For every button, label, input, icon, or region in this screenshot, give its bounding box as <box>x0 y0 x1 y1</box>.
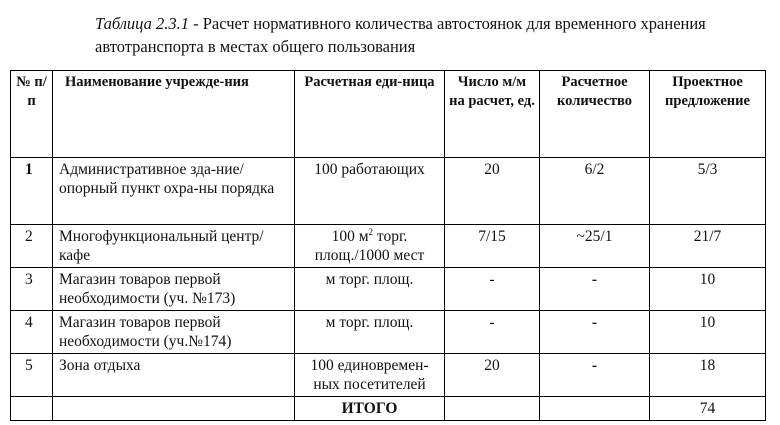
row-name: Многофункциональный центр/кафе <box>53 225 295 268</box>
row-per-unit: 20 <box>445 354 540 397</box>
row-unit: м торг. площ. <box>295 311 445 354</box>
row-number: 2 <box>11 225 53 268</box>
total-empty-cell <box>540 397 650 421</box>
table-row <box>11 311 766 354</box>
row-number: 1 <box>11 158 53 225</box>
table-row <box>11 225 766 268</box>
table-header-row <box>11 71 766 158</box>
row-proposal: 18 <box>650 354 766 397</box>
row-unit: 100 единовремен-ных посетителей <box>295 354 445 397</box>
row-proposal: 21/7 <box>650 225 766 268</box>
row-calc: ~25/1 <box>540 225 650 268</box>
table-row <box>11 354 766 397</box>
row-per-unit: 20 <box>445 158 540 225</box>
row-calc: 6/2 <box>540 158 650 225</box>
total-empty-cell <box>445 397 540 421</box>
row-number: 3 <box>11 268 53 311</box>
row-name: Магазин товаров первой необходимости (уч. №173) <box>53 268 295 311</box>
total-label: ИТОГО <box>295 397 445 421</box>
header-unit: Расчетная еди-ница <box>295 71 445 158</box>
row-unit: 100 работающих <box>295 158 445 225</box>
header-proposal: Проектное предложение <box>650 71 766 158</box>
caption-text: - Расчет нормативного количества автостоянок для временного хранения автотранспорта в местах общего пользования <box>95 14 706 56</box>
caption-lead: Таблица 2.3.1 <box>95 14 189 33</box>
total-number-cell <box>11 397 53 421</box>
row-per-unit: - <box>445 311 540 354</box>
row-calc: - <box>540 311 650 354</box>
table-total-row <box>11 397 766 421</box>
parking-table <box>10 70 766 421</box>
row-number: 4 <box>11 311 53 354</box>
row-calc: - <box>540 268 650 311</box>
row-name: Зона отдыха <box>53 354 295 397</box>
row-proposal: 10 <box>650 268 766 311</box>
row-unit: м торг. площ. <box>295 268 445 311</box>
header-number: № п/п <box>11 71 53 158</box>
header-per-unit: Число м/м на расчет, ед. <box>445 71 540 158</box>
row-name: Административное зда-ние/опорный пункт охра-ны порядка <box>53 158 295 225</box>
table-row <box>11 268 766 311</box>
row-name: Магазин товаров первой необходимости (уч.№174) <box>53 311 295 354</box>
row-per-unit: - <box>445 268 540 311</box>
row-number: 5 <box>11 354 53 397</box>
row-calc: - <box>540 354 650 397</box>
total-value: 74 <box>650 397 766 421</box>
total-empty-cell <box>53 397 295 421</box>
row-proposal: 10 <box>650 311 766 354</box>
header-name: Наименование учрежде-ния <box>53 71 295 158</box>
table-caption <box>95 12 755 58</box>
header-calc: Расчетное количество <box>540 71 650 158</box>
row-per-unit: 7/15 <box>445 225 540 268</box>
row-unit: 100 $м^2$ торг. площ./1000 мест <box>295 225 445 268</box>
row-proposal: 5/3 <box>650 158 766 225</box>
table-row <box>11 158 766 225</box>
